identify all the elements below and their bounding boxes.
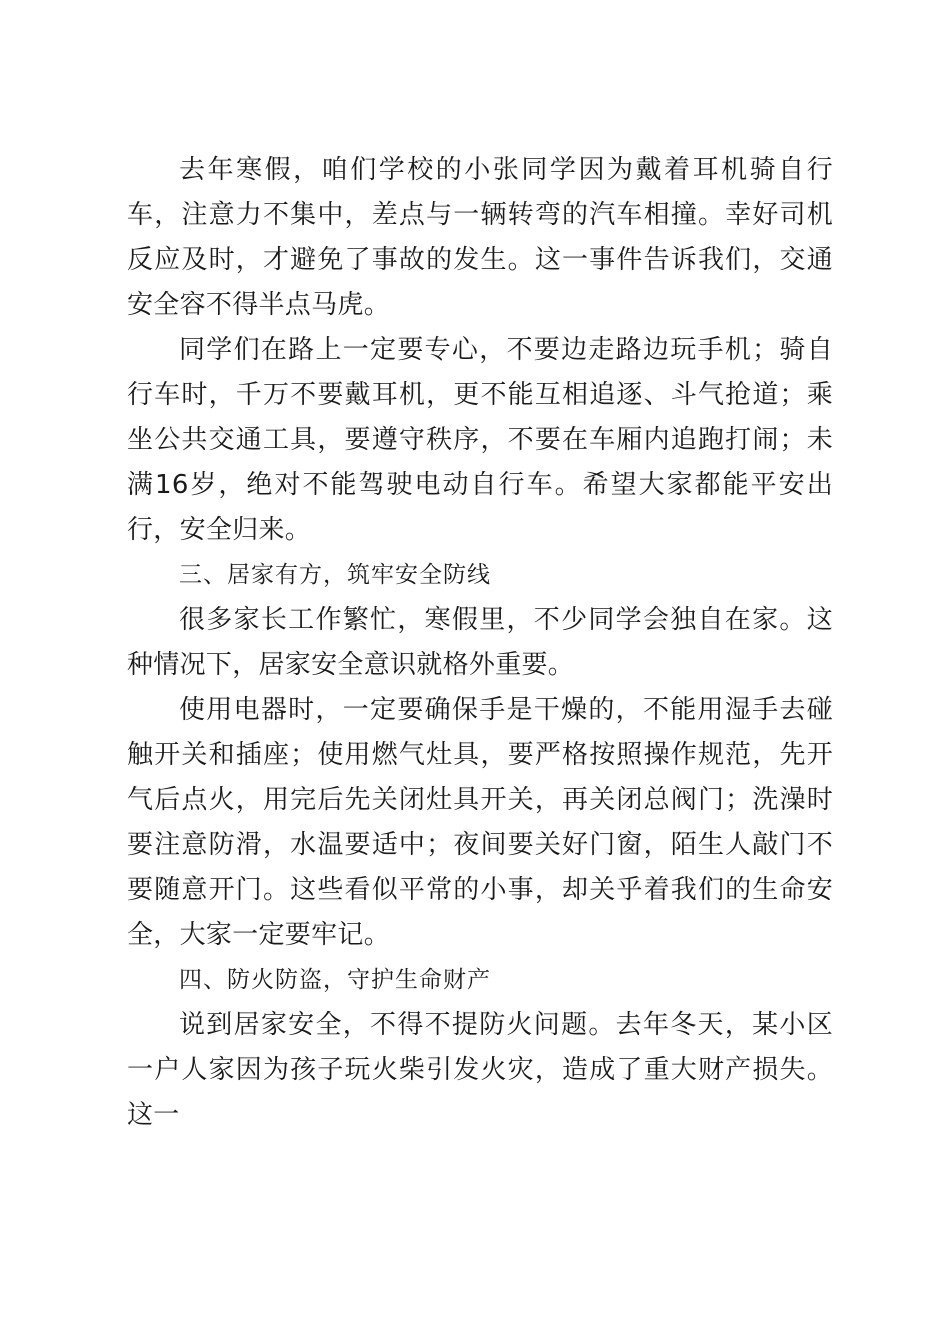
paragraph-fire-safety: 说到居家安全，不得不提防火问题。去年冬天，某小区一户人家因为孩子玩火柴引发火灾，造成了重大财产损失。这一 [127,1010,833,1130]
section-heading-home-safety: 三、居家有方，筑牢安全防线 [179,562,491,588]
document-body [127,148,833,1138]
section-heading-fire-theft: 四、防火防盗，守护生命财产 [179,967,491,993]
paragraph-traffic-advice: 同学们在路上一定要专心，不要边走路边玩手机；骑自行车时，千万不要戴耳机，更不能互相追逐、斗气抢道；乘坐公共交通工具，要遵守秩序，不要在车厢内追跑打闹；未满16岁，绝对不能驾驶电动自行车。希望大家都能平安出行，安全归来。 [127,335,833,545]
paragraph-home-alone: 很多家长工作繁忙，寒假里，不少同学会独自在家。这种情况下，居家安全意识就格外重要。 [127,605,833,680]
paragraph-traffic-incident: 去年寒假，咱们学校的小张同学因为戴着耳机骑自行车，注意力不集中，差点与一辆转弯的汽车相撞。幸好司机反应及时，才避免了事故的发生。这一事件告诉我们，交通安全容不得半点马虎。 [127,155,833,320]
paragraph-home-safety-tips: 使用电器时，一定要确保手是干燥的，不能用湿手去碰触开关和插座；使用燃气灶具，要严格按照操作规范，先开气后点火，用完后先关闭灶具开关，再关闭总阀门；洗澡时要注意防滑，水温要适中；夜间要关好门窗，陌生人敲门不要随意开门。这些看似平常的小事，却关乎着我们的生命安全，大家一定要牢记。 [127,695,833,950]
